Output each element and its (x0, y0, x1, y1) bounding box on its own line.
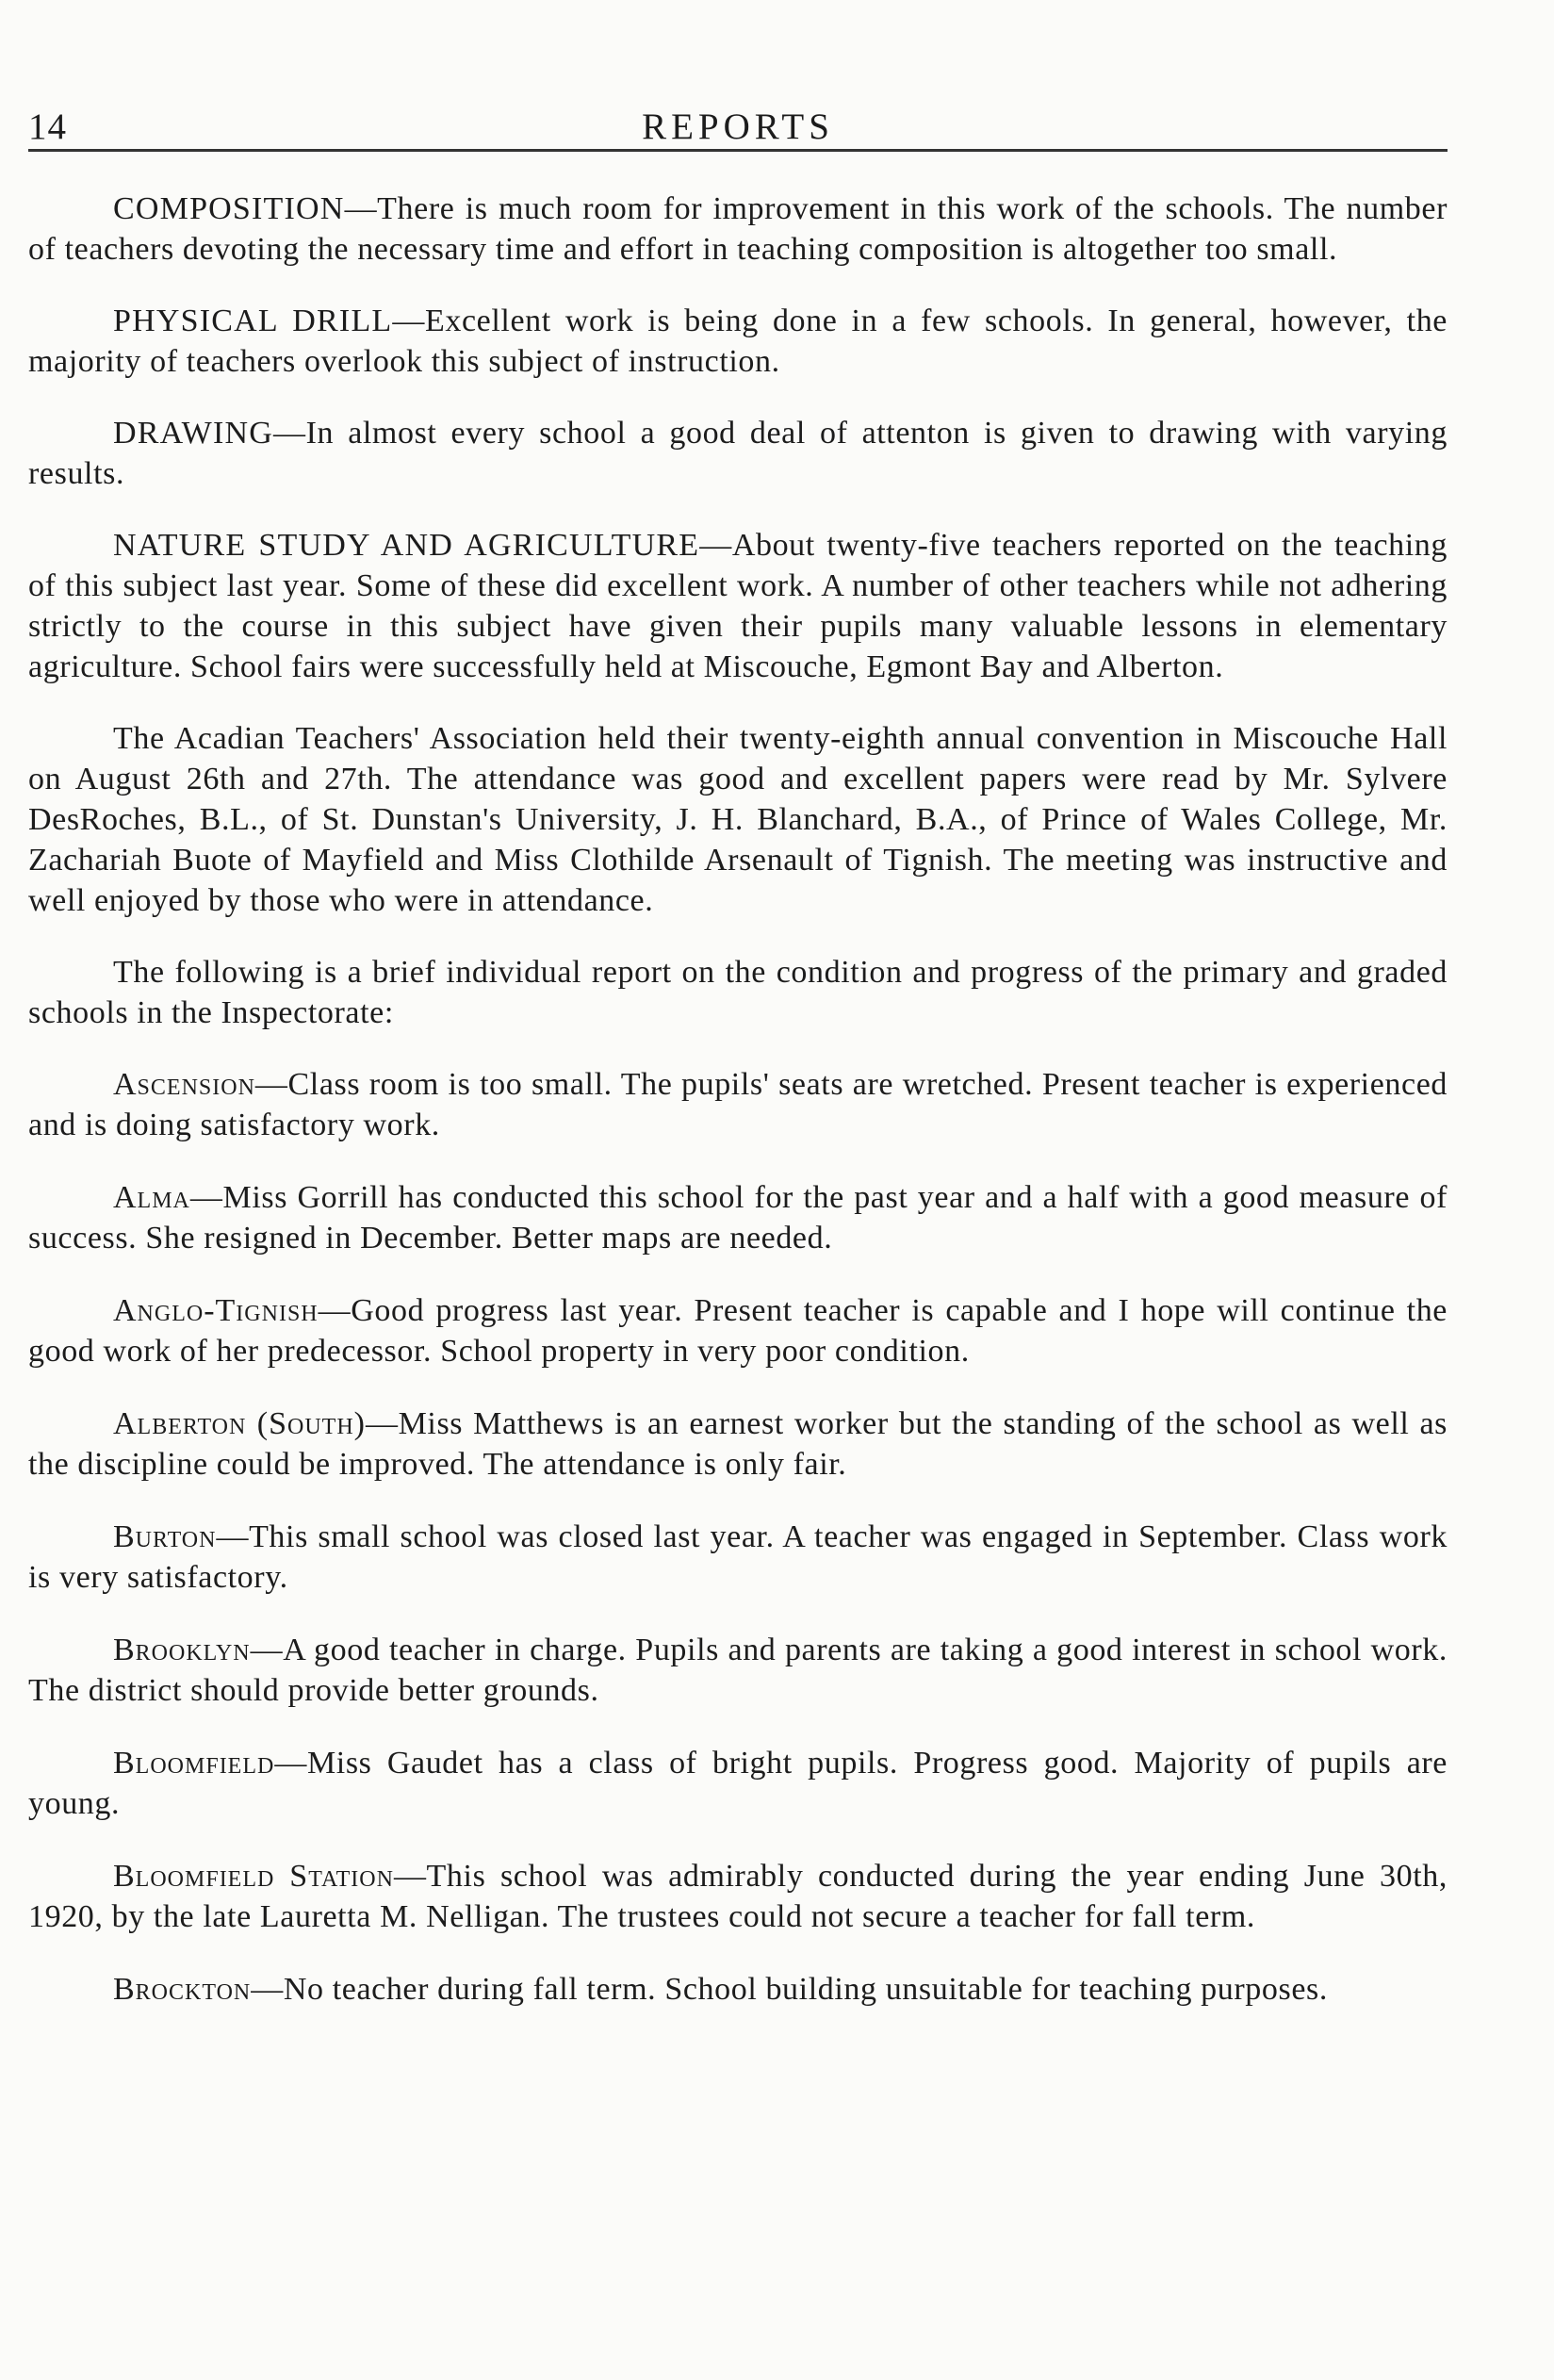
paragraph-text: —There is much room for improvement in this work of the schools. The number of teachers devoting the necessary time and effort in teaching composition is altogether too small. (28, 191, 1448, 267)
school-report-text: —Miss Gorrill has conducted this school for the past year and a half with a good measure of success. She resigned in December. Better maps are needed. (28, 1180, 1448, 1256)
school-report-text: —Miss Matthews is an earnest worker but the standing of the school as well as the discipline could be improved. The attendance is only fair. (28, 1406, 1448, 1482)
school-entry-alberton-south (28, 1403, 1448, 1485)
page-number: 14 (28, 107, 67, 147)
school-name: Anglo-Tignish (113, 1293, 319, 1328)
school-report-text: —Class room is too small. The pupils' seats are wretched. Present teacher is experienced and is doing satisfactory work. (28, 1067, 1448, 1142)
paragraph-text: —In almost every school a good deal of attenton is given to drawing with varying results. (28, 416, 1448, 491)
school-name: Alberton (South) (113, 1406, 366, 1441)
school-entry-bloomfield (28, 1743, 1448, 1824)
school-report-text: —Miss Gaudet has a class of bright pupils. Progress good. Majority of pupils are young. (28, 1746, 1448, 1821)
school-entry-brooklyn (28, 1630, 1448, 1711)
school-report-text: —This school was admirably conducted during the year ending June 30th, 1920, by the late Lauretta M. Nelligan. The trustees could not secure a teacher for fall term. (28, 1859, 1448, 1934)
paragraph-text: The following is a brief individual report on the condition and progress of the primary and graded schools in the Inspectorate: (28, 955, 1448, 1030)
school-report-text: —No teacher during fall term. School building unsuitable for teaching purposes. (251, 1972, 1328, 2007)
school-entry-burton (28, 1517, 1448, 1598)
paragraph-lead: COMPOSITION (113, 191, 345, 226)
school-entry-brockton (28, 1969, 1448, 2010)
school-entry-ascension (28, 1064, 1448, 1145)
paragraph-lead: DRAWING (113, 416, 273, 451)
paragraph-text: —About twenty-five teachers reported on the teaching of this subject last year. Some of these did excellent work. A number of other teachers while not adhering strictly to the course in this subject have given their pupils many valuable lessons in elementary agriculture. School fairs were successfully held at Miscouche, Egmont Bay and Alberton. (28, 528, 1448, 684)
paragraph-composition (28, 189, 1448, 270)
paragraph-text: The Acadian Teachers' Association held their twenty-eighth annual convention in Miscouche Hall on August 26th and 27th. The attendance was good and excellent papers were read by Mr. Sylvere DesRoches, B.L., of St. Dunstan's University, J. H. Blanchard, B.A., of Prince of Wales College, Mr. Zachariah Buote of Mayfield and Miss Clothilde Arsenault of Tignish. The meeting was instructive and well enjoyed by those who were in attendance. (28, 721, 1448, 918)
school-entry-alma (28, 1177, 1448, 1258)
paragraph-acadian-association (28, 718, 1448, 921)
paragraph-text: —Excellent work is being done in a few schools. In general, however, the majority of teachers overlook this subject of instruction. (28, 304, 1448, 379)
school-report-text: —A good teacher in charge. Pupils and parents are taking a good interest in school work. The district should provide better grounds. (28, 1633, 1448, 1708)
paragraph-lead: PHYSICAL DRILL (113, 304, 393, 338)
body-text (28, 189, 1448, 2042)
school-name: Brooklyn (113, 1633, 251, 1667)
school-entry-bloomfield-station (28, 1856, 1448, 1937)
running-head: REPORTS (642, 107, 834, 147)
paragraph-lead: NATURE STUDY AND AGRICULTURE (113, 528, 700, 563)
school-name: Bloomfield Station (113, 1859, 394, 1894)
paragraph-intro (28, 952, 1448, 1033)
paragraph-physical-drill (28, 301, 1448, 382)
school-report-text: —Good progress last year. Present teacher is capable and I hope will continue the good work of her predecessor. School property in very poor condition. (28, 1293, 1448, 1369)
header-rule (28, 149, 1448, 152)
school-name: Brockton (113, 1972, 252, 2007)
paragraph-drawing (28, 413, 1448, 494)
paragraph-nature-study (28, 525, 1448, 687)
school-name: Ascension (113, 1067, 255, 1102)
page-header (28, 106, 1448, 162)
school-report-text: —This small school was closed last year. A teacher was engaged in September. Class work is very satisfactory. (28, 1519, 1448, 1595)
school-name: Alma (113, 1180, 190, 1215)
school-entry-anglo-tignish (28, 1290, 1448, 1371)
school-name: Burton (113, 1519, 217, 1554)
school-name: Bloomfield (113, 1746, 275, 1781)
